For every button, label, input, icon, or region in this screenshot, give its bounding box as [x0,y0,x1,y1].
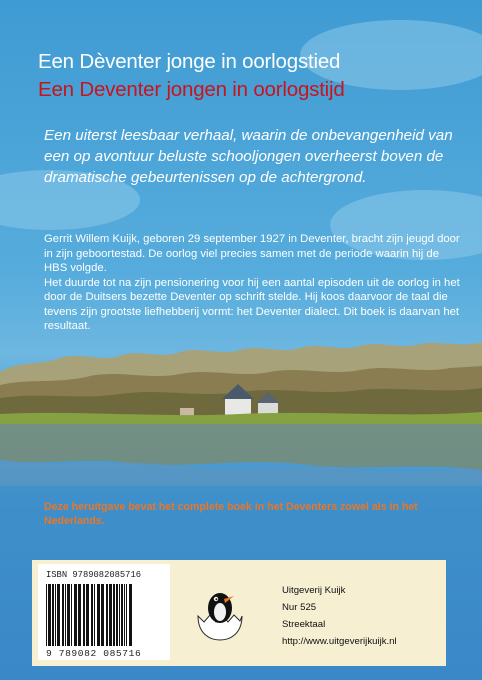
publisher-url[interactable]: http://www.uitgeverijkuijk.nl [282,636,397,647]
barcode-bar [55,584,56,646]
barcode-bar [65,584,66,646]
barcode [38,564,170,660]
bio-paragraph: Het duurde tot na zijn pensionering voor hij een aantal episoden uit de oorlog in het door de Duitsers bezette Deventer op schrift stelde. Hij koos daarvoor de taal die tevens zijn grootste liefhebberij vormt: het Deventer dialect. Dit boek is daarvan het resultaat. [44,276,460,332]
barcode-bar [86,584,89,646]
barcode-bar [124,584,125,646]
info-panel [32,560,446,666]
book-title-dialect: Een Dèventer jonge in oorlogstied [38,50,341,73]
nur-code: Nur 525 [282,602,317,613]
book-title-dutch: Een Deventer jongen in oorlogstijd [38,78,345,101]
barcode-bar [74,584,77,646]
barcode-bar [91,584,93,646]
barcode-bar [48,584,51,646]
barcode-bars [46,584,164,646]
barcode-bar [106,584,108,646]
publisher-info [282,582,397,650]
ean-digits: 9 789082 085716 [46,648,142,659]
barcode-bar [83,584,85,646]
author-bio [44,232,464,334]
isbn-label: ISBN 9789082085716 [46,570,142,580]
barcode-bar [62,584,64,646]
tagline: Een uiterst leesbaar verhaal, waarin de onbevangenheid van een op avontuur beluste schooljongen overheerst boven de dramatische gebeurtenissen op de achtergrond. [44,127,453,186]
barcode-bar [46,584,47,646]
barcode-bar [57,584,60,646]
barcode-bar [121,584,123,646]
barcode-bar [71,584,72,646]
barcode-bar [101,584,104,646]
barcode-bar [97,584,100,646]
barcode-bar [113,584,115,646]
barcode-bar [67,584,70,646]
barcode-bar [94,584,95,646]
barcode-bar [129,584,132,646]
barcode-bar [109,584,112,646]
edition-note: Deze heruitgave bevat het complete boek in het Deventers zowel als in het Nederlands. [44,501,418,527]
barcode-bar [119,584,120,646]
penguin-in-eggshell-icon [194,584,246,642]
publisher-name: Uitgeverij Kuijk [282,585,346,596]
barcode-bar [116,584,118,646]
bio-paragraph: Gerrit Willem Kuijk, geboren 29 september 1927 in Deventer, bracht zijn jeugd door in zijn geboortestad. De oorlog viel precies samen met de periode waarin hij de HBS volgde. [44,233,460,274]
barcode-bar [78,584,81,646]
genre: Streektaal [282,619,326,630]
barcode-bar [126,584,127,646]
barcode-bar [52,584,54,646]
